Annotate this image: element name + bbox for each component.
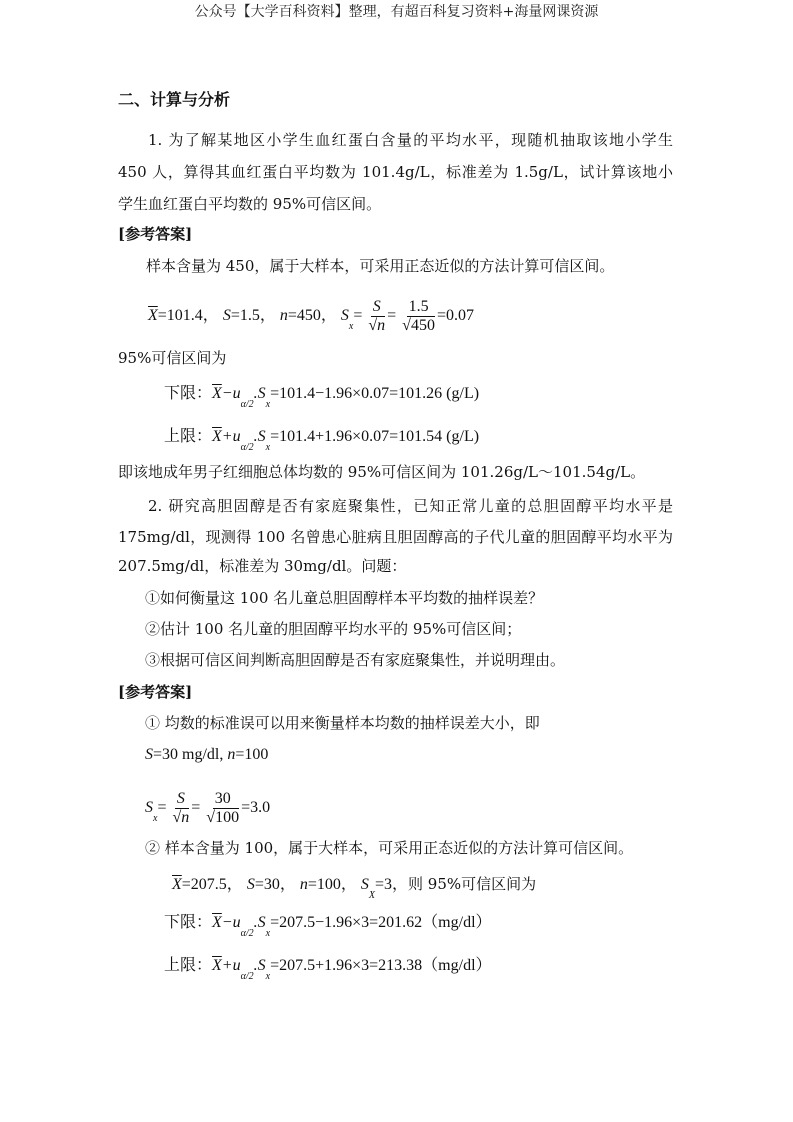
equals: = [157, 799, 167, 817]
calculation: =207.5−1.96×3=201.62（mg/dl） [270, 914, 492, 931]
a2-params [172, 874, 537, 901]
q2-item: ②估计 100 名儿童的胆固醇平均水平的 95%可信区间； [145, 620, 522, 638]
s-symbol: S [145, 746, 153, 763]
n-value: =100 [235, 746, 269, 763]
numerator: 1.5 [408, 298, 429, 315]
ci-label: 95%可信区间为 [118, 349, 227, 367]
sx-value: =3， [374, 876, 409, 893]
fraction: $\frac{30}{√100}$ [206, 790, 240, 826]
s-symbol: .S [253, 428, 266, 445]
xbar: $\overline{X}$ [212, 428, 222, 445]
operator: +u [221, 428, 241, 445]
result: =0.07 [436, 307, 474, 325]
s-symbol: S [222, 307, 231, 325]
s-value: =1.5， [230, 307, 276, 325]
n-value: =450， [287, 307, 337, 325]
sx-subscript: X [368, 890, 375, 901]
a1-intro: 样本含量为 450，属于大样本，可采用正态近似的方法计算可信区间。 [146, 257, 615, 275]
sx-subscript: x [153, 813, 158, 825]
sx-symbol: S [145, 799, 153, 817]
alpha-subscript: α/2 [240, 399, 254, 410]
q1-line: 1. 为了解某地区小学生血红蛋白含量的平均水平，现随机抽取该地小学生 [148, 131, 673, 149]
xbar: $\overline{X}$ [212, 385, 222, 402]
a2-upper-limit [164, 956, 492, 982]
calculation: =207.5+1.96×3=213.38（mg/dl） [270, 957, 492, 974]
equals: = [191, 799, 201, 817]
tail-text: 则 95%可信区间为 [408, 875, 537, 893]
sx-symbol: S [360, 876, 369, 893]
xbar: $\overline{X}$ [212, 914, 222, 931]
equals: = [353, 307, 363, 325]
n-symbol: n [227, 746, 236, 763]
s-symbol: .S [253, 914, 266, 931]
operator: +u [221, 957, 241, 974]
xbar: $\overline{X}$ [148, 307, 158, 325]
answer-label: [参考答案] [118, 225, 193, 243]
sx-subscript: x [348, 321, 354, 333]
x-subscript: x [265, 971, 271, 982]
fraction: $\frac{S}{√n}$ [172, 790, 190, 826]
numerator: S [372, 298, 381, 315]
numerator: 30 [214, 790, 231, 807]
a1-conclusion: 即该地成年男子红细胞总体均数的 95%可信区间为 101.26g/L～101.54g/L。 [118, 463, 646, 481]
a2-given [145, 745, 268, 765]
a2-lower-limit [164, 913, 492, 939]
a2-formula [145, 790, 270, 827]
a1-lower-limit [164, 384, 480, 410]
n-symbol: n [299, 876, 308, 893]
q2-line: 2. 研究高胆固醇是否有家庭聚集性，已知正常儿童的总胆固醇平均水平是 [148, 497, 673, 515]
answer-label: [参考答案] [118, 683, 193, 701]
a1-upper-limit [164, 427, 480, 453]
fraction: $\frac{S}{√n}$ [368, 298, 386, 334]
label: 上限： [164, 957, 213, 974]
q2-line: 207.5mg/dl，标准差为 30mg/dl。问题： [118, 557, 407, 575]
q1-line: 450 人，算得其血红蛋白平均数为 101.4g/L，标准差为 1.5g/L，试计算该地小 [118, 163, 673, 181]
operator: −u [221, 385, 241, 402]
a2-p1: ① 均数的标准误可以用来衡量样本均数的抽样误差大小，即 [145, 714, 540, 732]
denominator: 450 [410, 317, 435, 334]
xbar-value: =101.4， [157, 307, 219, 325]
s-symbol: .S [253, 957, 266, 974]
n-value: =100， [307, 876, 357, 893]
q2-line: 175mg/dl，现测得 100 名曾患心脏病且胆固醇高的子代儿童的胆固醇平均水平为 [118, 528, 673, 546]
q2-item: ①如何衡量这 100 名儿童总胆固醇样本平均数的抽样误差？ [145, 589, 544, 607]
q2-item: ③根据可信区间判断高胆固醇是否有家庭聚集性，并说明理由。 [145, 651, 566, 669]
alpha-subscript: α/2 [240, 442, 254, 453]
s-value: =30 mg/dl, [153, 746, 228, 763]
label: 下限： [164, 914, 213, 931]
operator: −u [221, 914, 241, 931]
denominator: 100 [215, 809, 240, 826]
result: =3.0 [241, 799, 271, 817]
label: 上限： [164, 428, 213, 445]
equals: = [387, 307, 397, 325]
x-subscript: x [265, 928, 271, 939]
numerator: S [176, 790, 185, 807]
a1-formula [148, 298, 474, 335]
sx-symbol: S [340, 307, 349, 325]
alpha-subscript: α/2 [240, 928, 254, 939]
a2-p2: ② 样本含量为 100，属于大样本，可采用正态近似的方法计算可信区间。 [145, 839, 634, 857]
x-subscript: x [265, 442, 271, 453]
page-header: 公众号【大学百科资料】整理，有超百科复习资料+海量网课资源 [194, 4, 599, 20]
alpha-subscript: α/2 [240, 971, 254, 982]
s-symbol: S [246, 876, 255, 893]
n-symbol: n [279, 307, 288, 325]
denominator: n [181, 809, 190, 826]
s-symbol: .S [253, 385, 266, 402]
denominator: n [377, 317, 386, 334]
s-value: =30， [254, 876, 296, 893]
x-subscript: x [265, 399, 271, 410]
xbar-value: =207.5， [181, 876, 243, 893]
xbar: $\overline{X}$ [172, 876, 182, 893]
calculation: =101.4−1.96×0.07=101.26 (g/L) [270, 385, 480, 402]
q1-line: 学生血红蛋白平均数的 95%可信区间。 [118, 195, 382, 213]
section-title: 二、计算与分析 [118, 90, 231, 109]
calculation: =101.4+1.96×0.07=101.54 (g/L) [270, 428, 480, 445]
label: 下限： [164, 385, 213, 402]
xbar: $\overline{X}$ [212, 957, 222, 974]
fraction: $\frac{1.5}{√450}$ [402, 298, 435, 334]
